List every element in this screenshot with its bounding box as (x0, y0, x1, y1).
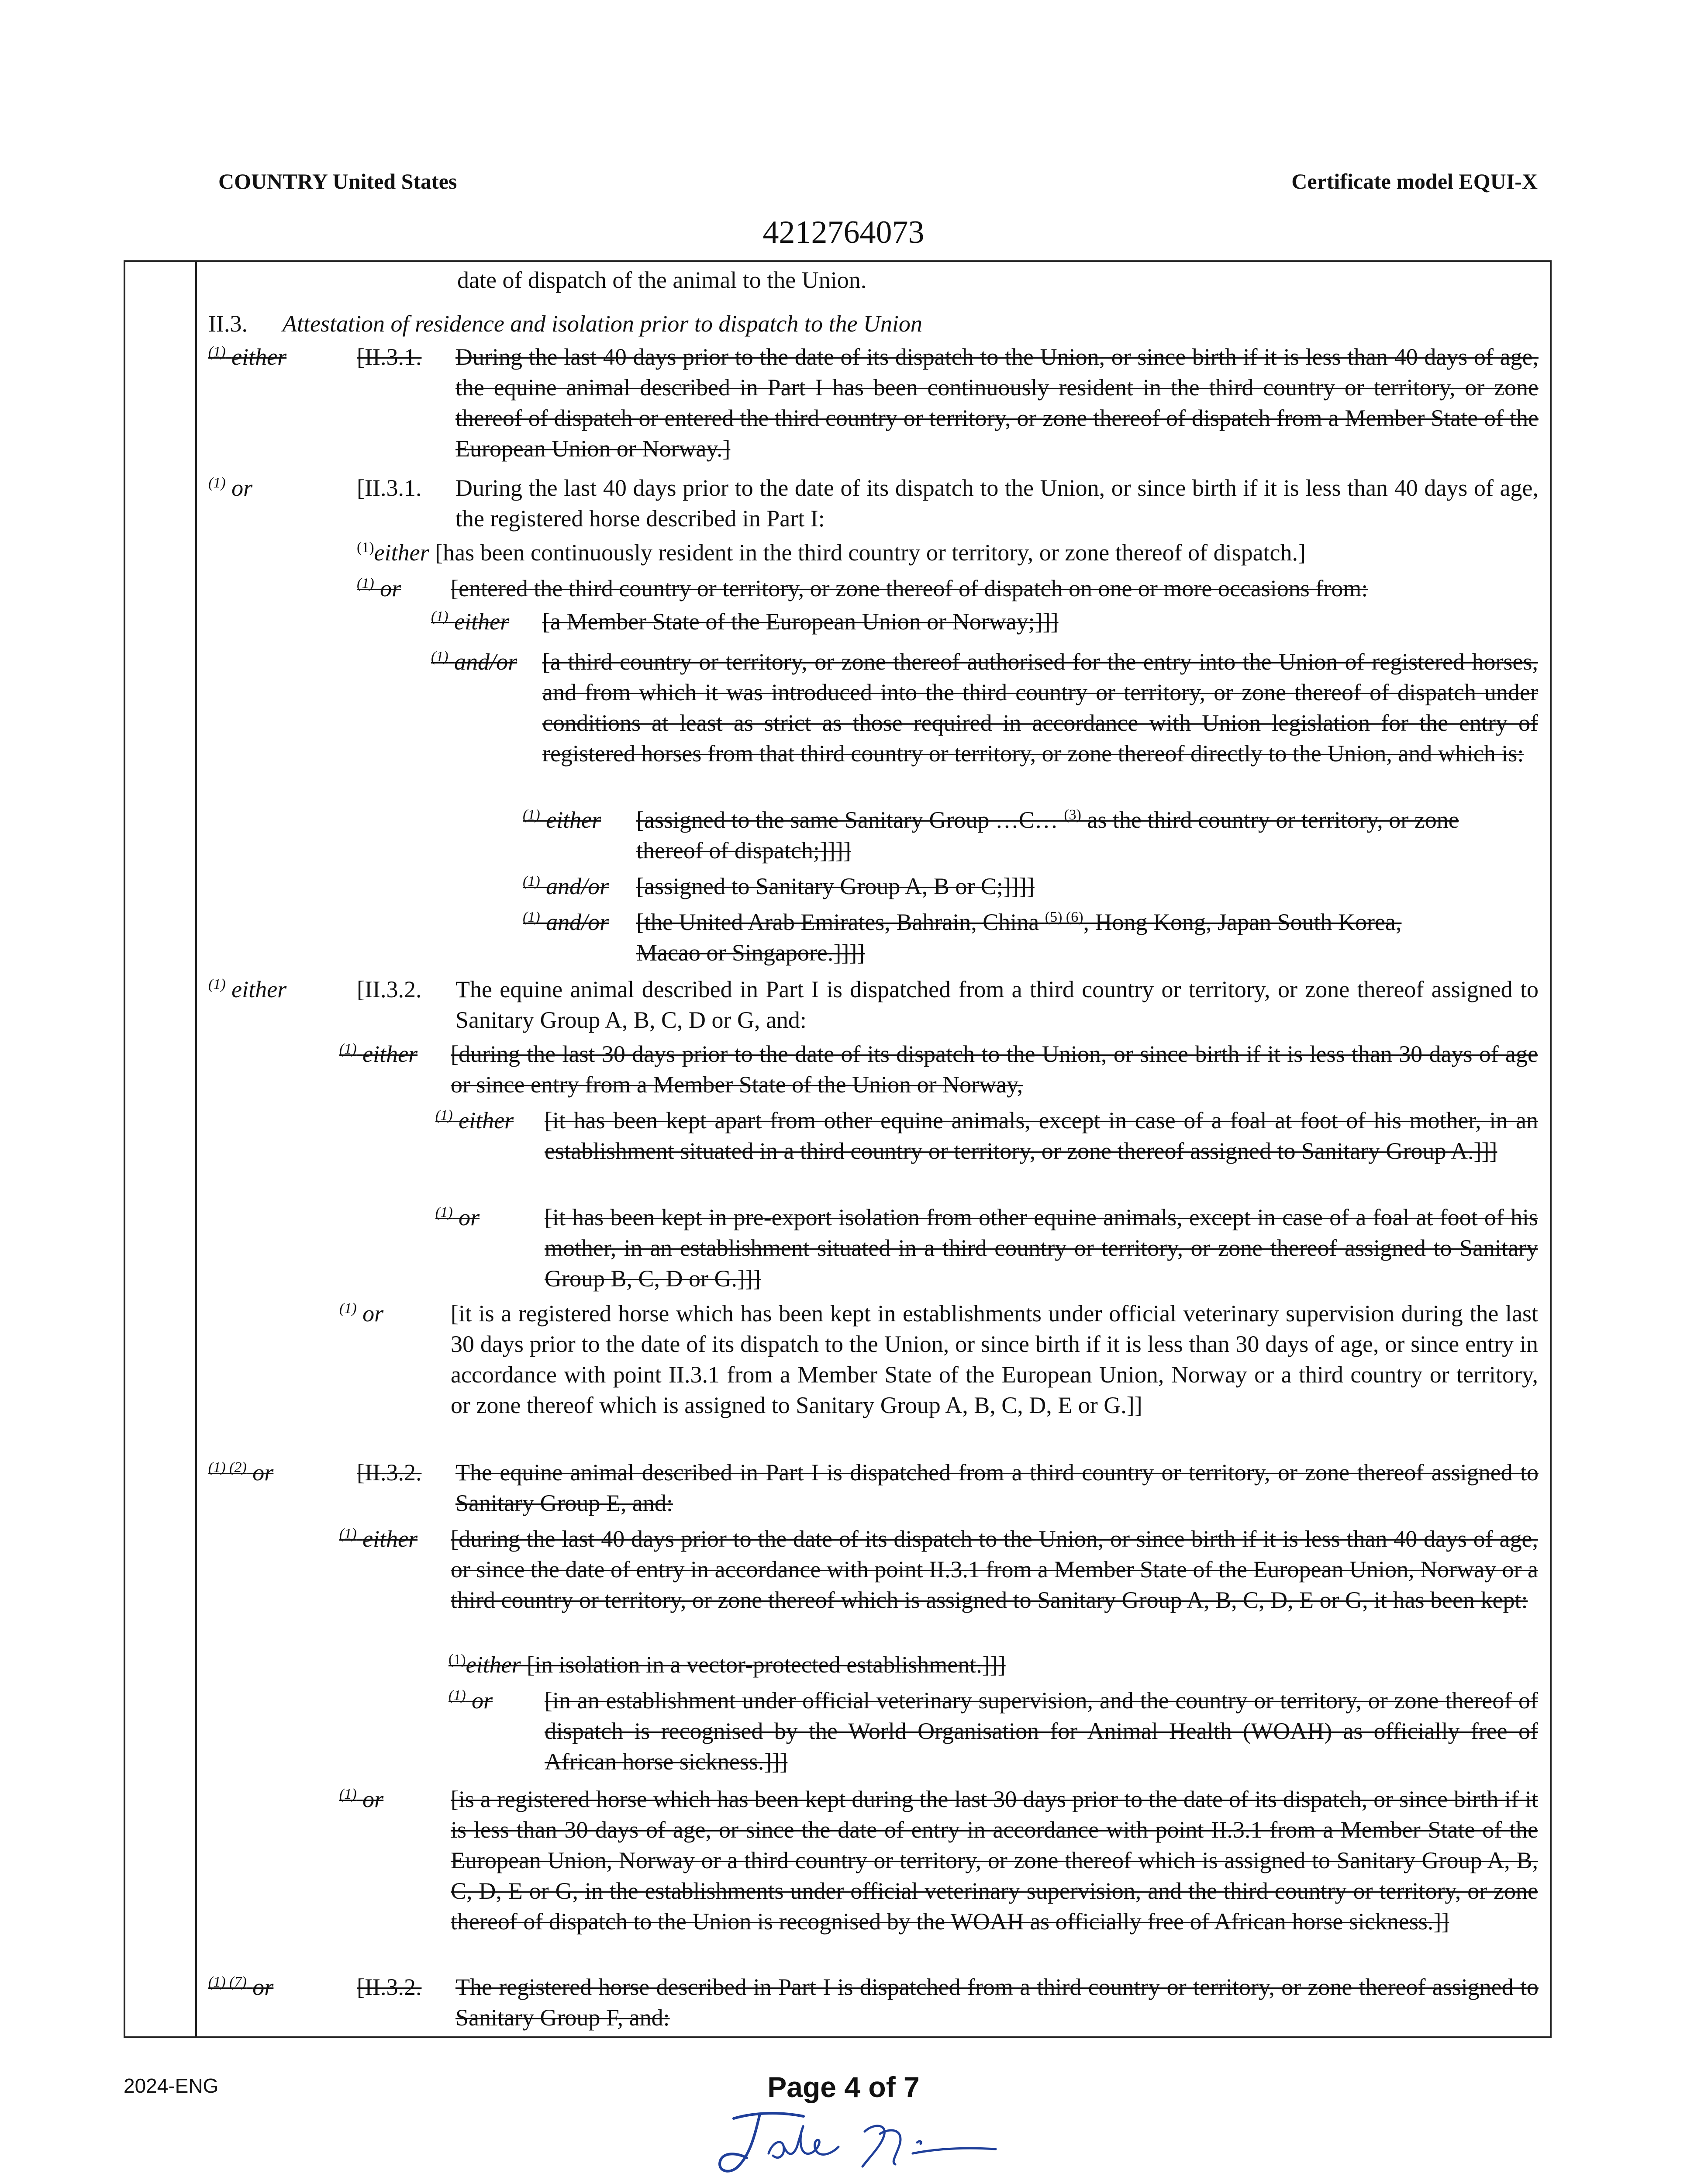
c2a2-word: or (472, 1687, 493, 1714)
b2b2a-text-b: as the third country or territory, or zone (1081, 807, 1459, 833)
b1-word: either (231, 344, 287, 370)
b2b2c-text-a: [the United Arab Emirates, Bahrain, China (636, 909, 1045, 935)
c1a-text: [during the last 30 days prior to the date of its dispatch to the Union, or since birth if it is less than 30 days of age or since entry from a Member State of the Union or Norway, (451, 1041, 1538, 1098)
c2-word: or (252, 1459, 274, 1486)
b2b2c-text-b: , Hong Kong, Japan South Korea, (1083, 909, 1402, 935)
certificate-frame (124, 260, 1552, 2038)
b2b2c-line1 (636, 907, 1401, 937)
c3-word: or (252, 1974, 274, 2000)
b2b2a-text-a: [assigned to the same Sanitary Group …C… (636, 807, 1064, 833)
b2a-item (357, 537, 1306, 568)
b2-marker (208, 473, 252, 503)
intro-line: date of dispatch of the animal to the Union. (457, 267, 867, 293)
b2b2a-word: either (546, 807, 601, 833)
b1-marker (208, 342, 286, 372)
b2b-text: [entered the third country or territory, or zone thereof of dispatch on one or more occasions from: (451, 575, 1368, 601)
c1-note: (1) (208, 976, 226, 992)
c1-number: [II.3.2. (357, 976, 422, 1002)
c2-note: (1) (2) (208, 1459, 247, 1476)
certificate-number: 4212764073 (762, 214, 925, 250)
b2b2a-line1 (636, 805, 1459, 835)
c2a2-text: [in an establishment under official veterinary supervision, and the country or territory, or zone thereof of dispatch is recognised by the World Organisation for Animal Health (WOAH) as officially free of African horse sickness.]]] (545, 1687, 1538, 1775)
c2b-marker (339, 1784, 383, 1814)
c1a2-note: (1) (435, 1204, 453, 1220)
c2a1-text: [in isolation in a vector-protected establishment.]]] (527, 1652, 1006, 1678)
c3-text: The registered horse described in Part I is dispatched from a third country or territory, or zone thereof assigned to Sanitary Group F, and: (455, 1974, 1539, 2031)
certificate-model: Certificate model EQUI-X (1291, 169, 1538, 194)
b1-text: During the last 40 days prior to the date of its dispatch to the Union, or since birth if it is less than 40 days of age, the equine animal described in Part I has been continuously resident in the third country or territory, or zone thereof of dispatch or entered the third country or territory, or zone thereof of dispatch from a Member State of the European Union or Norway.] (455, 344, 1539, 462)
c2-number: [II.3.2. (357, 1459, 422, 1486)
c1a-marker (339, 1039, 417, 1069)
c1-word: either (231, 976, 287, 1002)
b2b2-text: [a third country or territory, or zone thereof authorised for the entry into the Union of registered horses, and from which it was introduced into the third country or territory, or zone thereof of dispatch under conditions at least as strict as those required in accordance with Union legislation for the entry of registered horses from that third country or territory, or zone thereof directly to the Union, and which is: (542, 649, 1538, 767)
c1a2-word: or (459, 1204, 480, 1230)
c3-note: (1) (7) (208, 1974, 247, 1990)
c2a-text: [during the last 40 days prior to the date of its dispatch to the Union, or since birth if it is less than 40 days of age, or since the date of entry in accordance with point II.3.1 from a Member State of the European Union, Norway or a third country or territory, or zone thereof which is assigned to Sanitary Group A, B, C, D, E or G, it has been kept: (451, 1526, 1538, 1613)
b2b2c-note: (1) (523, 909, 540, 925)
c1a1-word: either (459, 1107, 514, 1133)
b2a-note: (1) (357, 539, 374, 556)
c1-marker (208, 974, 286, 1005)
b1-note: (1) (208, 344, 226, 360)
c2a1-item (448, 1649, 1006, 1680)
b2b2b-text: [assigned to Sanitary Group A, B or C;]]]] (636, 873, 1035, 899)
b2a-word: either (374, 539, 429, 566)
c2a2-note: (1) (448, 1687, 466, 1704)
c1a1-note: (1) (435, 1107, 453, 1123)
c1a1-text: [it has been kept apart from other equine animals, except in case of a foal at foot of his mother, in an establishment situated in a third country or territory, or zone thereof assigned to Sanitary Group A.]]] (545, 1107, 1538, 1164)
b2-text: During the last 40 days prior to the date of its dispatch to the Union, or since birth if it is less than 40 days of age, the registered horse described in Part I: (455, 475, 1539, 532)
page-number: Page 4 of 7 (767, 2071, 920, 2103)
signature-image (707, 2105, 1013, 2180)
section-title: Attestation of residence and isolation prior to dispatch to the Union (283, 311, 922, 337)
c2a-note: (1) (339, 1526, 357, 1542)
c2a2-marker (448, 1685, 493, 1716)
b2b2b-word: and/or (546, 873, 609, 899)
b2b-word: or (380, 575, 401, 601)
b2b2c-word: and/or (546, 909, 609, 935)
c1a-note: (1) (339, 1041, 357, 1057)
c1-text: The equine animal described in Part I is dispatched from a third country or territory, or zone thereof assigned to Sanitary Group A, B, C, D or G, and: (455, 976, 1539, 1033)
c3-number: [II.3.2. (357, 1974, 422, 2000)
b2b1-text: [a Member State of the European Union or Norway;]]] (542, 608, 1059, 635)
b2-number: [II.3.1. (357, 475, 422, 501)
country-value: United States (332, 169, 457, 194)
b2b2a-marker (523, 805, 601, 835)
b2a-text: [has been continuously resident in the third country or territory, or zone thereof of dispatch.] (435, 539, 1306, 566)
b2b2-note: (1) (431, 649, 448, 665)
frame-divider (195, 262, 197, 2036)
c3-marker (208, 1972, 273, 2002)
b2b2-word: and/or (454, 649, 517, 675)
b2b2b-note: (1) (523, 873, 540, 889)
footer-code: 2024-ENG (124, 2074, 219, 2097)
b2b-marker (357, 573, 401, 604)
b2b2a-note: (1) (523, 807, 540, 823)
b2b2c-marker (523, 907, 609, 937)
c1a2-marker (435, 1202, 480, 1233)
c2-text: The equine animal described in Part I is dispatched from a third country or territory, or zone thereof assigned to Sanitary Group E, and: (455, 1459, 1539, 1516)
b2b2a-note3: (3) (1064, 807, 1081, 823)
c1b-text: [it is a registered horse which has been kept in establishments under official veterinary supervision during the last 30 days prior to the date of its dispatch to the Union, or since birth if it is less than 30 days of age, or since entry in accordance with point II.3.1 from a Member State of the European Union, Norway or a third country or territory, or zone thereof which is assigned to Sanitary Group A, B, C, D, E or G.]] (451, 1300, 1538, 1418)
c2b-word: or (362, 1786, 384, 1812)
c1b-note: (1) (339, 1300, 357, 1317)
c2a1-word: either (466, 1652, 521, 1678)
b2b2c-line2: Macao or Singapore.]]]] (636, 940, 865, 966)
b1-number: [II.3.1. (357, 344, 422, 370)
b2b2c-note56: (5) (6) (1045, 909, 1083, 925)
c2-marker (208, 1457, 273, 1488)
c2b-text: [is a registered horse which has been kept during the last 30 days prior to the date of its dispatch, or since birth if it is less than 30 days of age, or since the date of entry in accordance with point II.3.1 from a Member State of the European Union, Norway or a third country or territory, or zone thereof which is assigned to Sanitary Group A, B, C, D, E or G, in the establishments under official veterinary supervision, and the third country or territory, or zone thereof of dispatch to the Union is recognised by the WOAH as officially free of African horse sickness.]] (451, 1786, 1538, 1935)
b2b1-word: either (454, 608, 510, 635)
b2-word: or (231, 475, 253, 501)
c2b-note: (1) (339, 1786, 357, 1802)
c1a1-marker (435, 1105, 514, 1136)
b2b-note: (1) (357, 575, 374, 591)
b2b2b-marker (523, 871, 609, 902)
b2b1-marker (431, 606, 509, 637)
country-label: COUNTRY (218, 169, 328, 194)
c1a-word: either (362, 1041, 418, 1067)
c1b-word: or (362, 1300, 384, 1327)
c1a2-text: [it has been kept in pre-export isolation from other equine animals, except in case of a foal at foot of his mother, in an establishment situated in a third country or territory, or zone thereof assigned to Sanitary Group B, C, D or G.]]] (545, 1204, 1538, 1292)
b2b2a-line2: thereof of dispatch;]]]] (636, 837, 851, 864)
country-header (218, 169, 457, 194)
c2a-word: either (362, 1526, 418, 1552)
b2b2-marker (431, 646, 517, 677)
b2b1-note: (1) (431, 608, 448, 625)
section-number: II.3. (208, 311, 248, 337)
c2a-marker (339, 1524, 417, 1554)
b2-note: (1) (208, 475, 226, 491)
c2a1-note: (1) (448, 1652, 466, 1668)
c1b-marker (339, 1298, 383, 1329)
